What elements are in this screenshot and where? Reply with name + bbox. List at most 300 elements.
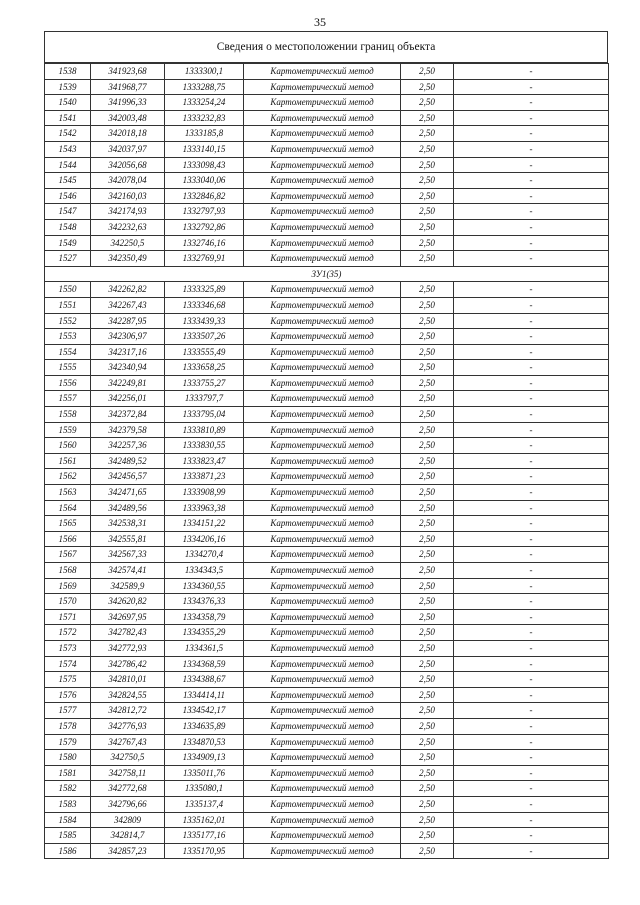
description-cell: - <box>454 765 609 781</box>
description-cell: - <box>454 438 609 454</box>
y-coordinate-cell: 1334368,59 <box>165 656 244 672</box>
x-coordinate-cell: 342697,95 <box>91 609 165 625</box>
point-number-cell: 1557 <box>45 391 91 407</box>
table-row <box>45 640 609 656</box>
table-row <box>45 734 609 750</box>
accuracy-cell: 2,50 <box>401 329 454 345</box>
y-coordinate-cell: 1334206,16 <box>165 531 244 547</box>
accuracy-cell: 2,50 <box>401 141 454 157</box>
x-coordinate-cell: 342776,93 <box>91 718 165 734</box>
method-cell: Картометрический метод <box>244 796 401 812</box>
accuracy-cell: 2,50 <box>401 422 454 438</box>
y-coordinate-cell: 1334870,53 <box>165 734 244 750</box>
table-row <box>45 718 609 734</box>
x-coordinate-cell: 342037,97 <box>91 141 165 157</box>
point-number-cell: 1550 <box>45 282 91 298</box>
accuracy-cell: 2,50 <box>401 765 454 781</box>
x-coordinate-cell: 341923,68 <box>91 64 165 80</box>
method-cell: Картометрический метод <box>244 453 401 469</box>
group-row <box>45 266 609 282</box>
description-cell: - <box>454 718 609 734</box>
table-row <box>45 828 609 844</box>
x-coordinate-cell: 342287,95 <box>91 313 165 329</box>
description-cell: - <box>454 173 609 189</box>
y-coordinate-cell: 1333254,24 <box>165 95 244 111</box>
table-row <box>45 656 609 672</box>
method-cell: Картометрический метод <box>244 157 401 173</box>
accuracy-cell: 2,50 <box>401 438 454 454</box>
x-coordinate-cell: 342078,04 <box>91 173 165 189</box>
table-row <box>45 843 609 859</box>
method-cell: Картометрический метод <box>244 438 401 454</box>
x-coordinate-cell: 342340,94 <box>91 360 165 376</box>
method-cell: Картометрический метод <box>244 235 401 251</box>
point-number-cell: 1562 <box>45 469 91 485</box>
y-coordinate-cell: 1333040,06 <box>165 173 244 189</box>
accuracy-cell: 2,50 <box>401 407 454 423</box>
description-cell: - <box>454 516 609 532</box>
y-coordinate-cell: 1333871,23 <box>165 469 244 485</box>
x-coordinate-cell: 342250,5 <box>91 235 165 251</box>
table-title: Сведения о местоположении границ объекта <box>44 31 608 63</box>
point-number-cell: 1560 <box>45 438 91 454</box>
method-cell: Картометрический метод <box>244 500 401 516</box>
y-coordinate-cell: 1335080,1 <box>165 781 244 797</box>
y-coordinate-cell: 1333098,43 <box>165 157 244 173</box>
x-coordinate-cell: 342056,68 <box>91 157 165 173</box>
coordinates-body-after <box>45 282 609 859</box>
y-coordinate-cell: 1333963,38 <box>165 500 244 516</box>
method-cell: Картометрический метод <box>244 344 401 360</box>
method-cell: Картометрический метод <box>244 609 401 625</box>
point-number-cell: 1553 <box>45 329 91 345</box>
table-row <box>45 64 609 80</box>
method-cell: Картометрический метод <box>244 656 401 672</box>
point-number-cell: 1584 <box>45 812 91 828</box>
point-number-cell: 1556 <box>45 375 91 391</box>
x-coordinate-cell: 341996,33 <box>91 95 165 111</box>
x-coordinate-cell: 342267,43 <box>91 297 165 313</box>
table-row <box>45 765 609 781</box>
y-coordinate-cell: 1334355,29 <box>165 625 244 641</box>
x-coordinate-cell: 342555,81 <box>91 531 165 547</box>
description-cell: - <box>454 141 609 157</box>
method-cell: Картометрический метод <box>244 313 401 329</box>
table-row <box>45 469 609 485</box>
group-section <box>45 266 609 282</box>
table-row <box>45 781 609 797</box>
description-cell: - <box>454 500 609 516</box>
method-cell: Картометрический метод <box>244 126 401 142</box>
table-row <box>45 251 609 267</box>
description-cell: - <box>454 843 609 859</box>
table-row <box>45 173 609 189</box>
point-number-cell: 1583 <box>45 796 91 812</box>
method-cell: Картометрический метод <box>244 204 401 220</box>
accuracy-cell: 2,50 <box>401 500 454 516</box>
point-number-cell: 1558 <box>45 407 91 423</box>
y-coordinate-cell: 1333795,04 <box>165 407 244 423</box>
method-cell: Картометрический метод <box>244 718 401 734</box>
description-cell: - <box>454 391 609 407</box>
method-cell: Картометрический метод <box>244 812 401 828</box>
point-number-cell: 1548 <box>45 219 91 235</box>
method-cell: Картометрический метод <box>244 594 401 610</box>
table-row <box>45 126 609 142</box>
x-coordinate-cell: 342772,68 <box>91 781 165 797</box>
method-cell: Картометрический метод <box>244 110 401 126</box>
accuracy-cell: 2,50 <box>401 625 454 641</box>
description-cell: - <box>454 297 609 313</box>
table-row <box>45 750 609 766</box>
accuracy-cell: 2,50 <box>401 734 454 750</box>
y-coordinate-cell: 1334635,89 <box>165 718 244 734</box>
point-number-cell: 1577 <box>45 703 91 719</box>
point-number-cell: 1565 <box>45 516 91 532</box>
x-coordinate-cell: 341968,77 <box>91 79 165 95</box>
x-coordinate-cell: 342574,41 <box>91 563 165 579</box>
accuracy-cell: 2,50 <box>401 219 454 235</box>
description-cell: - <box>454 563 609 579</box>
accuracy-cell: 2,50 <box>401 251 454 267</box>
table-row <box>45 110 609 126</box>
y-coordinate-cell: 1332746,16 <box>165 235 244 251</box>
x-coordinate-cell: 342262,82 <box>91 282 165 298</box>
point-number-cell: 1564 <box>45 500 91 516</box>
point-number-cell: 1568 <box>45 563 91 579</box>
y-coordinate-cell: 1334358,79 <box>165 609 244 625</box>
x-coordinate-cell: 342824,55 <box>91 687 165 703</box>
y-coordinate-cell: 1333300,1 <box>165 64 244 80</box>
description-cell: - <box>454 204 609 220</box>
description-cell: - <box>454 219 609 235</box>
table-row <box>45 422 609 438</box>
table-row <box>45 95 609 111</box>
x-coordinate-cell: 342160,03 <box>91 188 165 204</box>
description-cell: - <box>454 422 609 438</box>
description-cell: - <box>454 188 609 204</box>
description-cell: - <box>454 594 609 610</box>
point-number-cell: 1545 <box>45 173 91 189</box>
accuracy-cell: 2,50 <box>401 843 454 859</box>
y-coordinate-cell: 1334270,4 <box>165 547 244 563</box>
y-coordinate-cell: 1335177,16 <box>165 828 244 844</box>
point-number-cell: 1554 <box>45 344 91 360</box>
group-label: ЗУ1(35) <box>45 266 609 282</box>
method-cell: Картометрический метод <box>244 703 401 719</box>
point-number-cell: 1585 <box>45 828 91 844</box>
point-number-cell: 1582 <box>45 781 91 797</box>
description-cell: - <box>454 672 609 688</box>
method-cell: Картометрический метод <box>244 672 401 688</box>
point-number-cell: 1580 <box>45 750 91 766</box>
point-number-cell: 1539 <box>45 79 91 95</box>
x-coordinate-cell: 342456,57 <box>91 469 165 485</box>
accuracy-cell: 2,50 <box>401 485 454 501</box>
point-number-cell: 1567 <box>45 547 91 563</box>
y-coordinate-cell: 1333439,33 <box>165 313 244 329</box>
method-cell: Картометрический метод <box>244 469 401 485</box>
description-cell: - <box>454 781 609 797</box>
accuracy-cell: 2,50 <box>401 79 454 95</box>
accuracy-cell: 2,50 <box>401 360 454 376</box>
table-row <box>45 375 609 391</box>
point-number-cell: 1555 <box>45 360 91 376</box>
y-coordinate-cell: 1334414,11 <box>165 687 244 703</box>
table-row <box>45 282 609 298</box>
point-number-cell: 1571 <box>45 609 91 625</box>
y-coordinate-cell: 1335011,76 <box>165 765 244 781</box>
x-coordinate-cell: 342018,18 <box>91 126 165 142</box>
point-number-cell: 1527 <box>45 251 91 267</box>
table-row <box>45 625 609 641</box>
accuracy-cell: 2,50 <box>401 375 454 391</box>
method-cell: Картометрический метод <box>244 563 401 579</box>
point-number-cell: 1546 <box>45 188 91 204</box>
description-cell: - <box>454 703 609 719</box>
table-row <box>45 204 609 220</box>
x-coordinate-cell: 342772,93 <box>91 640 165 656</box>
y-coordinate-cell: 1334343,5 <box>165 563 244 579</box>
point-number-cell: 1578 <box>45 718 91 734</box>
method-cell: Картометрический метод <box>244 578 401 594</box>
x-coordinate-cell: 342256,01 <box>91 391 165 407</box>
method-cell: Картометрический метод <box>244 531 401 547</box>
point-number-cell: 1563 <box>45 485 91 501</box>
y-coordinate-cell: 1335170,95 <box>165 843 244 859</box>
point-number-cell: 1544 <box>45 157 91 173</box>
x-coordinate-cell: 342306,97 <box>91 329 165 345</box>
accuracy-cell: 2,50 <box>401 391 454 407</box>
accuracy-cell: 2,50 <box>401 828 454 844</box>
x-coordinate-cell: 342003,48 <box>91 110 165 126</box>
point-number-cell: 1542 <box>45 126 91 142</box>
x-coordinate-cell: 342767,43 <box>91 734 165 750</box>
method-cell: Картометрический метод <box>244 407 401 423</box>
x-coordinate-cell: 342317,16 <box>91 344 165 360</box>
point-number-cell: 1574 <box>45 656 91 672</box>
method-cell: Картометрический метод <box>244 843 401 859</box>
table-row <box>45 329 609 345</box>
x-coordinate-cell: 342857,23 <box>91 843 165 859</box>
table-row <box>45 812 609 828</box>
accuracy-cell: 2,50 <box>401 297 454 313</box>
y-coordinate-cell: 1333823,47 <box>165 453 244 469</box>
accuracy-cell: 2,50 <box>401 95 454 111</box>
method-cell: Картометрический метод <box>244 750 401 766</box>
coordinates-table <box>44 63 609 859</box>
method-cell: Картометрический метод <box>244 547 401 563</box>
accuracy-cell: 2,50 <box>401 282 454 298</box>
x-coordinate-cell: 342620,82 <box>91 594 165 610</box>
point-number-cell: 1543 <box>45 141 91 157</box>
point-number-cell: 1541 <box>45 110 91 126</box>
y-coordinate-cell: 1333507,26 <box>165 329 244 345</box>
y-coordinate-cell: 1333232,83 <box>165 110 244 126</box>
point-number-cell: 1576 <box>45 687 91 703</box>
y-coordinate-cell: 1334376,33 <box>165 594 244 610</box>
y-coordinate-cell: 1333140,15 <box>165 141 244 157</box>
x-coordinate-cell: 342796,66 <box>91 796 165 812</box>
accuracy-cell: 2,50 <box>401 453 454 469</box>
y-coordinate-cell: 1332797,93 <box>165 204 244 220</box>
table-row <box>45 297 609 313</box>
accuracy-cell: 2,50 <box>401 640 454 656</box>
description-cell: - <box>454 282 609 298</box>
method-cell: Картометрический метод <box>244 391 401 407</box>
y-coordinate-cell: 1335137,4 <box>165 796 244 812</box>
method-cell: Картометрический метод <box>244 329 401 345</box>
table-row <box>45 609 609 625</box>
description-cell: - <box>454 469 609 485</box>
table-row <box>45 547 609 563</box>
y-coordinate-cell: 1334360,55 <box>165 578 244 594</box>
method-cell: Картометрический метод <box>244 64 401 80</box>
accuracy-cell: 2,50 <box>401 578 454 594</box>
y-coordinate-cell: 1333346,68 <box>165 297 244 313</box>
table-row <box>45 188 609 204</box>
description-cell: - <box>454 126 609 142</box>
description-cell: - <box>454 79 609 95</box>
description-cell: - <box>454 531 609 547</box>
point-number-cell: 1549 <box>45 235 91 251</box>
description-cell: - <box>454 453 609 469</box>
table-row <box>45 141 609 157</box>
y-coordinate-cell: 1332769,91 <box>165 251 244 267</box>
method-cell: Картометрический метод <box>244 422 401 438</box>
method-cell: Картометрический метод <box>244 95 401 111</box>
y-coordinate-cell: 1333810,89 <box>165 422 244 438</box>
table-row <box>45 360 609 376</box>
point-number-cell: 1538 <box>45 64 91 80</box>
x-coordinate-cell: 342812,72 <box>91 703 165 719</box>
description-cell: - <box>454 828 609 844</box>
point-number-cell: 1579 <box>45 734 91 750</box>
x-coordinate-cell: 342372,84 <box>91 407 165 423</box>
method-cell: Картометрический метод <box>244 282 401 298</box>
x-coordinate-cell: 342758,11 <box>91 765 165 781</box>
y-coordinate-cell: 1335162,01 <box>165 812 244 828</box>
table-row <box>45 157 609 173</box>
table-row <box>45 453 609 469</box>
point-number-cell: 1586 <box>45 843 91 859</box>
description-cell: - <box>454 407 609 423</box>
accuracy-cell: 2,50 <box>401 344 454 360</box>
y-coordinate-cell: 1333288,75 <box>165 79 244 95</box>
x-coordinate-cell: 342471,65 <box>91 485 165 501</box>
method-cell: Картометрический метод <box>244 251 401 267</box>
table-row <box>45 672 609 688</box>
point-number-cell: 1570 <box>45 594 91 610</box>
table-row <box>45 235 609 251</box>
point-number-cell: 1540 <box>45 95 91 111</box>
table-row <box>45 344 609 360</box>
table-row <box>45 594 609 610</box>
table-row <box>45 500 609 516</box>
table-row <box>45 563 609 579</box>
x-coordinate-cell: 342538,31 <box>91 516 165 532</box>
accuracy-cell: 2,50 <box>401 110 454 126</box>
table-row <box>45 438 609 454</box>
table-row <box>45 516 609 532</box>
x-coordinate-cell: 342589,9 <box>91 578 165 594</box>
y-coordinate-cell: 1334542,17 <box>165 703 244 719</box>
accuracy-cell: 2,50 <box>401 173 454 189</box>
description-cell: - <box>454 344 609 360</box>
y-coordinate-cell: 1334361,5 <box>165 640 244 656</box>
accuracy-cell: 2,50 <box>401 563 454 579</box>
description-cell: - <box>454 750 609 766</box>
x-coordinate-cell: 342257,36 <box>91 438 165 454</box>
point-number-cell: 1552 <box>45 313 91 329</box>
accuracy-cell: 2,50 <box>401 188 454 204</box>
description-cell: - <box>454 796 609 812</box>
table-row <box>45 79 609 95</box>
x-coordinate-cell: 342814,7 <box>91 828 165 844</box>
description-cell: - <box>454 360 609 376</box>
x-coordinate-cell: 342379,58 <box>91 422 165 438</box>
x-coordinate-cell: 342249,81 <box>91 375 165 391</box>
y-coordinate-cell: 1332792,86 <box>165 219 244 235</box>
method-cell: Картометрический метод <box>244 765 401 781</box>
table-row <box>45 219 609 235</box>
x-coordinate-cell: 342786,42 <box>91 656 165 672</box>
point-number-cell: 1561 <box>45 453 91 469</box>
description-cell: - <box>454 656 609 672</box>
accuracy-cell: 2,50 <box>401 516 454 532</box>
coordinates-body-before <box>45 64 609 267</box>
x-coordinate-cell: 342232,63 <box>91 219 165 235</box>
description-cell: - <box>454 609 609 625</box>
point-number-cell: 1573 <box>45 640 91 656</box>
y-coordinate-cell: 1333908,99 <box>165 485 244 501</box>
x-coordinate-cell: 342810,01 <box>91 672 165 688</box>
accuracy-cell: 2,50 <box>401 609 454 625</box>
method-cell: Картометрический метод <box>244 516 401 532</box>
table-row <box>45 407 609 423</box>
accuracy-cell: 2,50 <box>401 235 454 251</box>
point-number-cell: 1569 <box>45 578 91 594</box>
accuracy-cell: 2,50 <box>401 126 454 142</box>
method-cell: Картометрический метод <box>244 640 401 656</box>
method-cell: Картометрический метод <box>244 485 401 501</box>
table-row <box>45 391 609 407</box>
description-cell: - <box>454 235 609 251</box>
description-cell: - <box>454 812 609 828</box>
point-number-cell: 1551 <box>45 297 91 313</box>
accuracy-cell: 2,50 <box>401 672 454 688</box>
accuracy-cell: 2,50 <box>401 781 454 797</box>
description-cell: - <box>454 687 609 703</box>
accuracy-cell: 2,50 <box>401 313 454 329</box>
description-cell: - <box>454 485 609 501</box>
method-cell: Картометрический метод <box>244 79 401 95</box>
table-row <box>45 485 609 501</box>
method-cell: Картометрический метод <box>244 375 401 391</box>
y-coordinate-cell: 1333797,7 <box>165 391 244 407</box>
x-coordinate-cell: 342750,5 <box>91 750 165 766</box>
page-number: 35 <box>314 15 326 29</box>
description-cell: - <box>454 640 609 656</box>
point-number-cell: 1547 <box>45 204 91 220</box>
x-coordinate-cell: 342489,56 <box>91 500 165 516</box>
accuracy-cell: 2,50 <box>401 594 454 610</box>
accuracy-cell: 2,50 <box>401 157 454 173</box>
method-cell: Картометрический метод <box>244 781 401 797</box>
table-row <box>45 578 609 594</box>
accuracy-cell: 2,50 <box>401 750 454 766</box>
y-coordinate-cell: 1333830,55 <box>165 438 244 454</box>
